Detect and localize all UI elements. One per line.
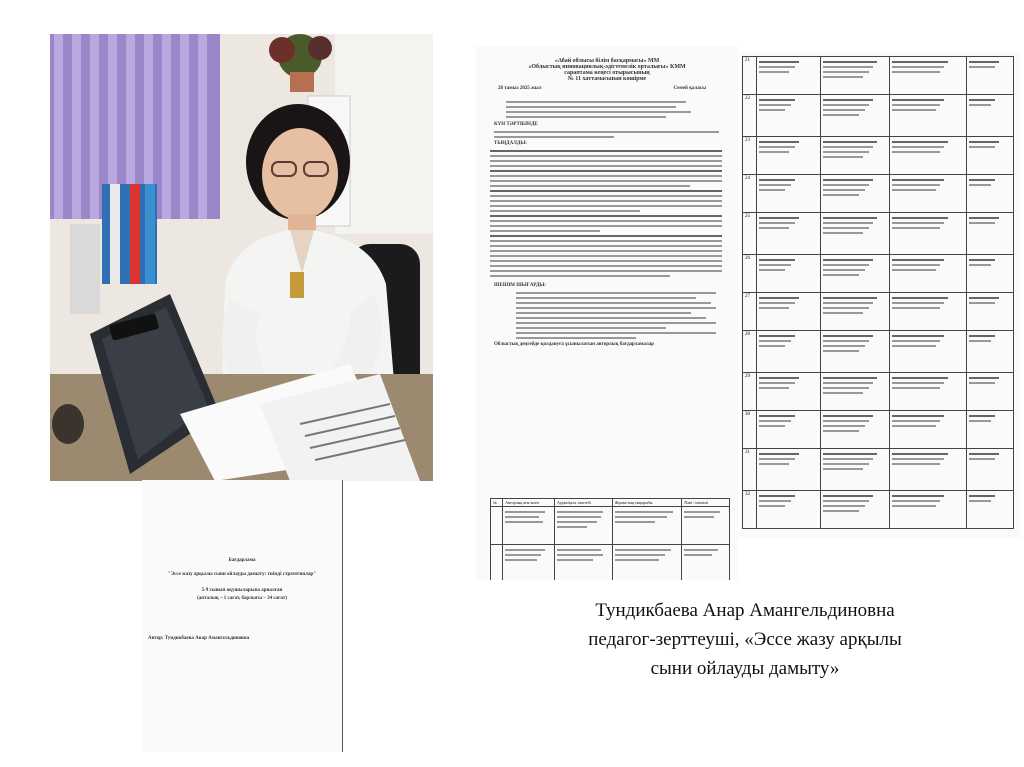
table-row bbox=[743, 255, 1014, 293]
protocol-header-4: № 11 хаттамасынан көшірме bbox=[567, 76, 647, 82]
row-number: 25 bbox=[743, 213, 757, 255]
protocol-city: Семей қаласы bbox=[673, 86, 706, 91]
caption-line-1: Тундикбаева Анар Амангельдиновна bbox=[595, 600, 895, 621]
caption-line-2: педагог-зерттеуші, «Эссе жазу арқылы bbox=[588, 629, 902, 650]
program-grades: 5-9 сынып оқушыларына арналған bbox=[201, 588, 283, 593]
teacher-photo-illustration bbox=[50, 34, 433, 481]
program-subtitle: "Эссе жазу арқылы сыни ойлауды дамыту: тиімді стратегиялар" bbox=[167, 572, 317, 577]
table-row bbox=[743, 331, 1014, 373]
protocol-attendees bbox=[506, 101, 722, 118]
row-number: 27 bbox=[743, 293, 757, 331]
table-row bbox=[743, 293, 1014, 331]
protocol-header-2: «Облыстық инновациялық-әдістемелік орталығы» КММ bbox=[528, 64, 686, 70]
protocol-heard: ТЫҢДАЛДЫ: bbox=[494, 141, 527, 146]
table-row bbox=[743, 95, 1014, 137]
row-number: 30 bbox=[743, 411, 757, 449]
row-number: 23 bbox=[743, 137, 757, 175]
caption bbox=[510, 596, 980, 683]
table-row bbox=[743, 213, 1014, 255]
protocol-date: 28 тамыз 2025 жыл bbox=[498, 86, 542, 91]
table-row bbox=[743, 373, 1014, 411]
row-number: 26 bbox=[743, 255, 757, 293]
caption-line-3: сыни ойлауды дамыту» bbox=[650, 658, 840, 679]
row-number: 22 bbox=[743, 95, 757, 137]
protocol-table-caption: Облыстық деңгейде қолдануға ұсынылатын авторлық бағдарламалар bbox=[494, 342, 654, 347]
protocol-table bbox=[490, 498, 730, 580]
table-header-cell: Пәні / шешімі bbox=[682, 499, 730, 507]
protocol-decisions bbox=[516, 292, 728, 339]
programs-table bbox=[742, 56, 1014, 529]
program-hours: (апталық – 1 сағат, барлығы – 34 сағат) bbox=[197, 596, 287, 601]
table-row bbox=[491, 507, 730, 545]
table-header-row bbox=[491, 499, 730, 507]
protocol-document bbox=[476, 46, 738, 580]
row-number: 29 bbox=[743, 373, 757, 411]
table-row bbox=[743, 137, 1014, 175]
protocol-agenda-text bbox=[494, 131, 728, 138]
row-number: 21 bbox=[743, 57, 757, 95]
row-number: 32 bbox=[743, 491, 757, 529]
row-number: 28 bbox=[743, 331, 757, 373]
protocol-heard-text bbox=[490, 150, 728, 277]
programs-table-document bbox=[740, 52, 1020, 538]
table-header-cell: Авторлық аты-жөні bbox=[503, 499, 555, 507]
table-row bbox=[743, 449, 1014, 491]
protocol-header-1: «Абай облысы білім басқармасы» ММ bbox=[554, 58, 660, 64]
table-row bbox=[743, 175, 1014, 213]
table-header-cell: № bbox=[491, 499, 503, 507]
table-header-cell: Жұмыстың тақырыбы bbox=[612, 499, 682, 507]
row-number: 24 bbox=[743, 175, 757, 213]
row-number: 31 bbox=[743, 449, 757, 491]
table-row bbox=[743, 411, 1014, 449]
program-title: Бағдарлама bbox=[228, 558, 256, 563]
table-header-cell: Аудан/қала, мектебі bbox=[554, 499, 612, 507]
table-row bbox=[743, 491, 1014, 529]
teacher-photo bbox=[50, 34, 433, 481]
program-title-page bbox=[142, 480, 343, 752]
protocol-agenda: КҮН ТӘРТІБІНДЕ bbox=[494, 122, 538, 127]
protocol-header-3: сараптама кеңесі отырысының bbox=[564, 70, 650, 76]
program-author: Автор: Тундикбаева Анар Амангельдиновна bbox=[148, 636, 250, 641]
table-row bbox=[491, 545, 730, 581]
table-row bbox=[743, 57, 1014, 95]
protocol-decided: ШЕШІМ ШЫҒАРДЫ: bbox=[494, 283, 546, 288]
